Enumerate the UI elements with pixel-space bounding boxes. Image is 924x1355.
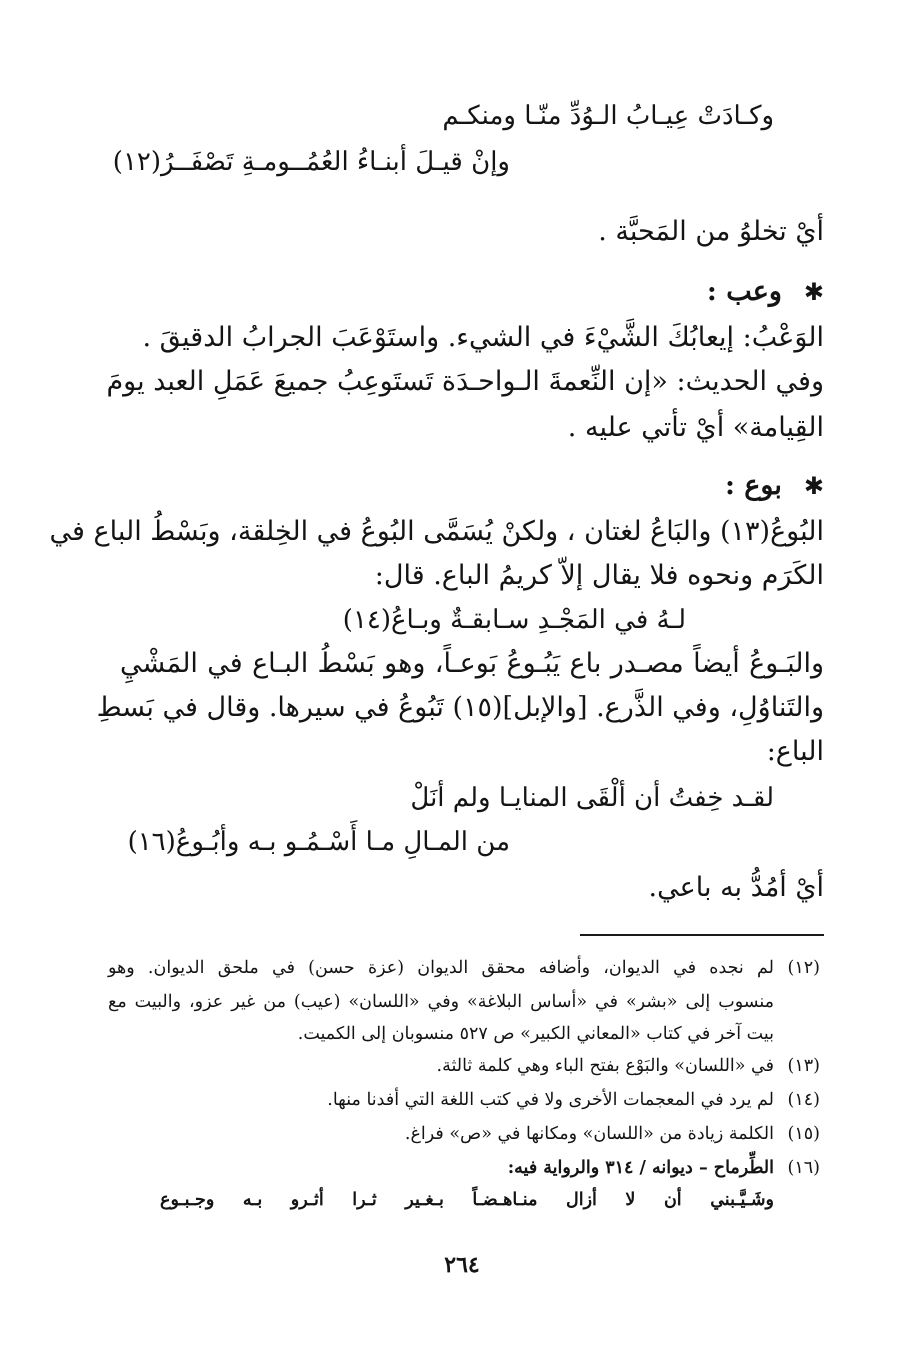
footnote-verse: وشَـيَّـبني أن لا أزال منـاهـضـاً بـغـير ثـرا أثـرو بـه وجـبـوع <box>160 1190 774 1210</box>
paragraph-line: والبَـوعُ أيضاً مصـدر باع يَبُـوعُ بَوعـاً، وهو بَسْطُ البـاع في المَشْيِ <box>120 648 824 679</box>
verse-line: وكـادَتْ عِيـابُ الـوُدِّ منّـا ومنكـم <box>442 101 774 131</box>
paragraph-line: الوَعْبُ: إيعابُكَ الشَّيْءَ في الشيء. واستَوْعَبَ الجرابُ الدقيقَ . <box>142 322 824 353</box>
paragraph-line: وفي الحديث: «إن النِّعمةَ الـواحـدَة تَستَوعِبُ جميعَ عَمَلِ العبد يومَ <box>106 366 824 397</box>
paragraph-line: البُوعُ(١٣) والبَاعُ لغتان ، ولكنْ يُسَمَّى البُوعُ في الخِلقة، وبَسْطُ الباع في <box>49 516 824 547</box>
page-number: ٢٦٤ <box>444 1252 480 1278</box>
footnote-text: بيت آخر في كتاب «المعاني الكبير» ص ٥٢٧ منسوبان إلى الكميت. <box>297 1024 774 1044</box>
footnote-text: الطِّرماح – ديوانه / ٣١٤ والرواية فيه: <box>507 1158 774 1178</box>
verse-line: لـهُ في المَجْـدِ سـابقـةٌ وبـاعُ(١٤) <box>342 605 686 635</box>
entry-heading <box>725 466 824 506</box>
footnote-number: (١٣) <box>787 1056 820 1076</box>
verse-line: لقـد خِفتُ أن ألْقَى المنايـا ولم أنَلْ <box>410 783 774 813</box>
entry-heading-word: وعب : <box>706 276 782 307</box>
footnote-number: (١٢) <box>787 958 820 978</box>
asterisk-icon: ✱ <box>803 472 824 500</box>
gloss-text: أيْ أمُدُّ به باعي. <box>648 872 824 903</box>
footnote-text: في «اللسان» والبَوْع بفتح الباء وهي كلمة ثالثة. <box>436 1056 774 1076</box>
footnote-text: لم يرد في المعجمات الأخرى ولا في كتب اللغة التي أفدنا منها. <box>327 1090 774 1110</box>
footnote-text: منسوب إلى «بشر» في «أساس البلاغة» وفي «اللسان» (عيب) من غير عزو، والبيت مع <box>108 992 774 1012</box>
footnote-number: (١٦) <box>787 1158 820 1178</box>
entry-heading <box>707 272 824 312</box>
paragraph-line: الباع: <box>766 736 824 767</box>
footnote-number: (١٥) <box>787 1124 820 1144</box>
paragraph-line: والتَناوُلِ، وفي الذَّرع. [والإبل](١٥) تَبُوعُ في سيرها. وقال في بَسطِ <box>96 692 824 723</box>
footnote-separator <box>580 934 824 936</box>
asterisk-icon: ✱ <box>803 278 824 306</box>
verse-line: من المـالِ مـا أَسْـمُـو بـه وأبُـوعُ(١٦) <box>127 827 510 857</box>
gloss-text: أيْ تخلوُ من المَحبَّة . <box>598 216 824 247</box>
verse-line: وإنْ قيـلَ أبنـاءُ العُمُــومـةِ تَصْفَــرُ(١٢) <box>112 147 510 177</box>
paragraph-line: القِيامة» أيْ تأتي عليه . <box>567 412 824 443</box>
footnote-number: (١٤) <box>787 1090 820 1110</box>
footnote-text: الكلمة زيادة من «اللسان» ومكانها في «ص» فراغ. <box>404 1124 774 1144</box>
entry-heading-word: بوع : <box>724 470 782 501</box>
paragraph-line: الكَرَم ونحوه فلا يقال إلاّ كريمُ الباع. قال: <box>374 560 824 591</box>
footnote-text: لم نجده في الديوان، وأضافه محقق الديوان (عزة حسن) في ملحق الديوان. وهو <box>108 958 774 978</box>
